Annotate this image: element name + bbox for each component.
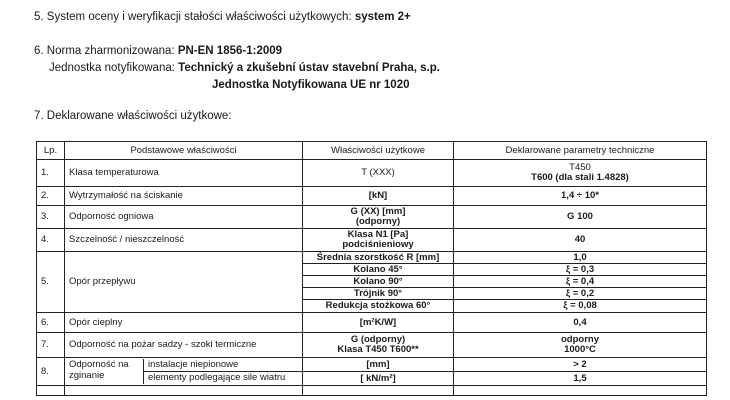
- performance-line-2: podciśnieniowy: [342, 239, 414, 250]
- performance-line-1: G (odporny): [350, 334, 406, 346]
- row-number: 3.: [37, 206, 65, 229]
- row-property: Szczelność / nieszczelność: [65, 229, 303, 252]
- row-performance: Trójnik 90°: [303, 288, 454, 300]
- section-6-body-id: [212, 79, 409, 91]
- section-6-norm: [34, 45, 282, 57]
- bending-sub-label: elementy podlegające sile wiatru: [148, 372, 286, 383]
- performance-line-2: (odporny): [355, 216, 401, 227]
- row-performance: Kolano 90°: [303, 276, 454, 288]
- row-performance: Średnia szorstkość R [mm]: [303, 252, 454, 264]
- row-declared: ξ = 0,4: [454, 276, 707, 288]
- row-performance: [303, 206, 454, 229]
- row-performance: [m²K/W]: [303, 313, 454, 333]
- section-5-value: system 2+: [354, 11, 411, 23]
- row-number: 5.: [37, 252, 65, 313]
- table-row: [37, 252, 707, 264]
- notified-body-id: Jednostka Notyfikowana UE nr 1020: [212, 79, 410, 91]
- table-row: [37, 206, 707, 229]
- table-row: [37, 229, 707, 252]
- row-declared: 1,5: [454, 372, 707, 386]
- row-declared: [454, 333, 707, 358]
- row-performance: [mm]: [303, 358, 454, 372]
- row-declared: > 2: [454, 358, 707, 372]
- table-row: [37, 313, 707, 333]
- table-header-row: [37, 142, 707, 160]
- header-lp: Lp.: [37, 142, 65, 160]
- row-declared: ξ = 0,08: [454, 300, 707, 313]
- row-performance: T (XXX): [303, 160, 454, 187]
- row-declared: G 100: [454, 206, 707, 229]
- row-performance: Kolano 45°: [303, 264, 454, 276]
- section-7-title: 7. Deklarowane właściwości użytkowe:: [34, 110, 232, 122]
- header-declared-parameters: Deklarowane parametry techniczne: [454, 142, 707, 160]
- row-performance: [kN]: [303, 187, 454, 206]
- row-performance: [303, 229, 454, 252]
- row-property: Klasa temperaturowa: [65, 160, 303, 187]
- norm-label: 6. Norma zharmonizowana:: [34, 45, 175, 57]
- table-row: [37, 333, 707, 358]
- table-row-partial: [37, 386, 707, 396]
- declared-line-1: odporny: [561, 334, 599, 346]
- row-property: Wytrzymałość na ściskanie: [65, 187, 303, 206]
- notified-body-value: Technický a zkušební ústav stavební Praha, s.p.: [178, 62, 440, 74]
- row-performance: [303, 333, 454, 358]
- row-property: Opór przepływu: [65, 252, 303, 313]
- bending-label: [65, 359, 144, 384]
- declared-line-1: T450: [569, 162, 591, 174]
- row-declared: 0,4: [454, 313, 707, 333]
- performance-line-1: Klasa N1 [Pa]: [347, 229, 409, 241]
- row-declared: 40: [454, 229, 707, 252]
- declared-line-2: T600 (dla stali 1.4828): [531, 172, 629, 183]
- row-performance: Redukcja stożkowa 60°: [303, 300, 454, 313]
- section-5-text: 5. System oceny i weryfikacji stałości właściwości użytkowych:: [34, 11, 352, 23]
- properties-table: [36, 141, 707, 396]
- table-row: [37, 187, 707, 206]
- row-property: Odporność na pożar sadzy - szoki termiczne: [65, 333, 303, 358]
- bending-label-line-2: zginanie: [69, 369, 105, 381]
- row-property: Opór cieplny: [65, 313, 303, 333]
- row-performance: [ kN/m²]: [303, 372, 454, 386]
- row-declared: [454, 160, 707, 187]
- row-number: 6.: [37, 313, 65, 333]
- row-number: 4.: [37, 229, 65, 252]
- row-declared: ξ = 0,3: [454, 264, 707, 276]
- row-property: [65, 358, 303, 386]
- bending-label-line-1: Odporność na: [69, 359, 129, 371]
- table-row: [37, 358, 707, 372]
- row-property: Odporność ogniowa: [65, 206, 303, 229]
- performance-line-2: Klasa T450 T600**: [337, 344, 419, 355]
- row-declared: 1,0: [454, 252, 707, 264]
- section-6-body: [49, 62, 440, 74]
- row-number: 1.: [37, 160, 65, 187]
- bending-sub-label: instalacje niepionowe: [144, 359, 302, 372]
- norm-value: PN-EN 1856-1:2009: [177, 45, 283, 57]
- table-row: [37, 160, 707, 187]
- header-basic-properties: Podstawowe właściwości: [65, 142, 303, 160]
- row-number: 7.: [37, 333, 65, 358]
- row-declared: ξ = 0,2: [454, 288, 707, 300]
- section-5: [34, 11, 411, 23]
- header-performance: Właściwości użytkowe: [303, 142, 454, 160]
- performance-line-1: G (XX) [mm]: [350, 206, 406, 218]
- declared-line-2: 1000°C: [564, 344, 596, 355]
- row-declared: 1,4 ÷ 10*: [454, 187, 707, 206]
- notified-body-label: Jednostka notyfikowana:: [49, 62, 175, 74]
- row-number: 2.: [37, 187, 65, 206]
- row-number: 8.: [37, 358, 65, 386]
